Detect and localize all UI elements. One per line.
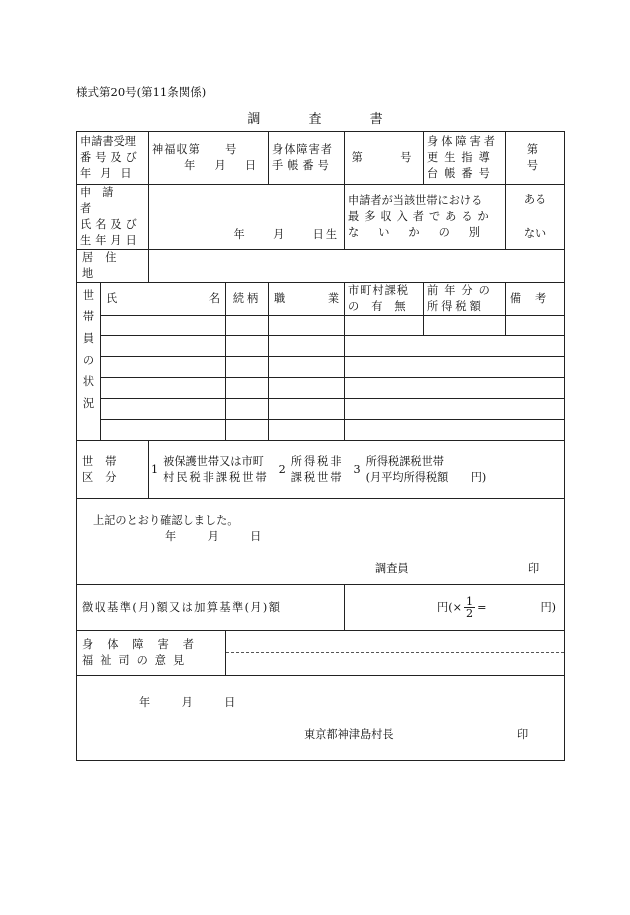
member-name-cell[interactable] bbox=[101, 336, 226, 357]
receipt-value-cell[interactable] bbox=[149, 132, 269, 185]
cert-label-cell bbox=[269, 132, 345, 185]
header-name-left: 氏 bbox=[106, 292, 118, 305]
option-2-line2: 課税世帯 bbox=[290, 470, 344, 484]
member-name-cell[interactable] bbox=[101, 316, 226, 336]
applicant-label-line1: 申請者 bbox=[80, 186, 125, 215]
side-char: 帯 bbox=[82, 310, 95, 324]
answer-yes[interactable]: ある bbox=[523, 193, 547, 206]
member-relation-cell[interactable] bbox=[226, 399, 269, 420]
household-side-label bbox=[77, 283, 101, 441]
footer-date: 年 月 日 bbox=[139, 696, 239, 709]
max-income-answer-cell[interactable] bbox=[506, 185, 565, 250]
member-name-cell[interactable] bbox=[101, 399, 226, 420]
option-3-number: 3 bbox=[353, 462, 361, 476]
answer-no[interactable]: ない bbox=[523, 227, 547, 240]
side-char: 状 bbox=[82, 375, 95, 389]
member-remarks-cell[interactable] bbox=[345, 399, 565, 420]
question-line2: 最多収入者であるか bbox=[348, 210, 494, 223]
member-job-cell[interactable] bbox=[269, 316, 345, 336]
max-income-question-cell bbox=[345, 185, 506, 250]
classification-option-1[interactable] bbox=[151, 454, 269, 486]
header-note: 備考 bbox=[506, 283, 565, 316]
member-relation-cell[interactable] bbox=[226, 357, 269, 378]
option-3-line2: (月平均所得税額 円) bbox=[365, 470, 487, 484]
member-tax-cell[interactable] bbox=[345, 316, 424, 336]
header-name-right: 名 bbox=[208, 292, 221, 305]
standard-prefix: 円(× bbox=[437, 600, 462, 614]
confirmation-date: 年 月 日 bbox=[165, 530, 265, 543]
member-remarks-cell[interactable] bbox=[345, 357, 565, 378]
cert-label-line1: 身体障害者 bbox=[272, 143, 333, 156]
standard-amount-value-cell[interactable] bbox=[345, 585, 565, 631]
member-remarks-cell[interactable] bbox=[345, 420, 565, 441]
receipt-label-line3: 年月日 bbox=[80, 167, 141, 180]
fraction-denominator: 2 bbox=[465, 607, 474, 620]
member-note-cell[interactable] bbox=[506, 316, 565, 336]
member-remarks-cell[interactable] bbox=[345, 378, 565, 399]
mayor-name: 東京都神津島村長 bbox=[304, 728, 394, 741]
classification-options-cell bbox=[149, 441, 565, 499]
applicant-label-cell bbox=[77, 185, 149, 250]
member-remarks-cell[interactable] bbox=[345, 336, 565, 357]
investigator-label: 調査員 bbox=[375, 562, 409, 575]
side-char: 況 bbox=[82, 397, 95, 411]
header-name bbox=[101, 283, 226, 316]
question-line3: ないかの別 bbox=[348, 226, 499, 239]
household-row bbox=[77, 420, 565, 441]
member-name-cell[interactable] bbox=[101, 378, 226, 399]
applicant-dob-text: 年 月 日生 bbox=[233, 228, 340, 241]
signature-cell bbox=[77, 676, 565, 761]
household-row bbox=[77, 336, 565, 357]
question-line1: 申請者が当該世帯における bbox=[348, 194, 483, 207]
confirmation-text: 上記のとおり確認しました。 bbox=[93, 514, 239, 527]
fraction-numerator: 1 bbox=[465, 595, 474, 608]
classification-label-line1: 世帯 bbox=[82, 454, 129, 468]
household-row bbox=[77, 316, 565, 336]
applicant-name-dob-field[interactable] bbox=[149, 185, 345, 250]
investigation-form-table bbox=[76, 131, 576, 761]
address-label: 居住地 bbox=[82, 251, 129, 280]
option-2-line1: 所得税非 bbox=[290, 454, 344, 468]
member-job-cell[interactable] bbox=[269, 336, 345, 357]
header-relation: 続柄 bbox=[226, 283, 269, 316]
header-job-left: 職 bbox=[274, 292, 286, 305]
header-income-line2: 所得税額 bbox=[427, 300, 484, 313]
standard-equals: = bbox=[477, 600, 487, 614]
standard-amount-label: 徴収基準(月)額又は加算基準(月)額 bbox=[82, 600, 282, 614]
guidance-label-cell bbox=[424, 132, 506, 185]
form-number: 様式第20号(第11条関係) bbox=[76, 85, 207, 99]
confirmation-cell bbox=[77, 499, 565, 585]
guidance-label-line2: 更生指導 bbox=[427, 151, 496, 164]
member-income-cell[interactable] bbox=[424, 316, 506, 336]
option-2-number: 2 bbox=[278, 462, 286, 476]
classification-option-3[interactable] bbox=[354, 454, 487, 486]
header-tax-line1: 市町村課税 bbox=[348, 284, 409, 297]
member-job-cell[interactable] bbox=[269, 399, 345, 420]
header-income bbox=[424, 283, 506, 316]
header-tax-line2: の有無 bbox=[348, 300, 418, 313]
member-name-cell[interactable] bbox=[101, 357, 226, 378]
receipt-date-field: 年 月 日 bbox=[184, 159, 261, 172]
receipt-number-field: 神福収第 号 bbox=[152, 143, 238, 156]
option-1-line2: 村民税非課税世帯 bbox=[163, 470, 269, 484]
option-1-number: 1 bbox=[151, 462, 159, 476]
address-label-cell bbox=[77, 250, 149, 283]
applicant-label-line3: 生年月日 bbox=[80, 234, 141, 247]
standard-amount-label-cell bbox=[77, 585, 345, 631]
side-char: 員 bbox=[82, 332, 95, 346]
member-job-cell[interactable] bbox=[269, 420, 345, 441]
header-job-right: 業 bbox=[327, 292, 340, 305]
member-relation-cell[interactable] bbox=[226, 336, 269, 357]
member-relation-cell[interactable] bbox=[226, 420, 269, 441]
investigator-seal[interactable]: 印 bbox=[528, 562, 540, 575]
cert-label-line2: 手帳番号 bbox=[272, 159, 333, 172]
opinion-label-cell bbox=[77, 631, 226, 676]
member-relation-cell[interactable] bbox=[226, 316, 269, 336]
member-name-cell[interactable] bbox=[101, 420, 226, 441]
option-1-line1: 被保護世帯又は市町 bbox=[163, 454, 264, 468]
member-relation-cell[interactable] bbox=[226, 378, 269, 399]
header-income-line1: 前年分の bbox=[427, 284, 496, 297]
option-3-line1: 所得税課税世帯 bbox=[365, 454, 444, 468]
side-char: の bbox=[82, 353, 95, 367]
member-job-cell[interactable] bbox=[269, 378, 345, 399]
classification-label-line2: 区分 bbox=[82, 470, 129, 484]
classification-option-2[interactable] bbox=[279, 454, 344, 486]
member-job-cell[interactable] bbox=[269, 357, 345, 378]
side-char: 世 bbox=[82, 288, 95, 302]
opinion-label-line1: 身体障害者 bbox=[82, 638, 208, 651]
opinion-label-line2: 福祉司の意見 bbox=[82, 654, 192, 667]
opinion-field[interactable] bbox=[226, 631, 565, 676]
receipt-label-line2: 番号及び bbox=[80, 151, 141, 164]
receipt-label-line1: 申請書受理 bbox=[80, 135, 136, 148]
one-half-fraction bbox=[464, 596, 475, 619]
mayor-seal[interactable]: 印 bbox=[517, 728, 529, 741]
guidance-label-line3: 台帳番号 bbox=[427, 167, 496, 180]
household-row bbox=[77, 357, 565, 378]
receipt-label-cell bbox=[77, 132, 149, 185]
classification-label-cell bbox=[77, 441, 149, 499]
applicant-label-line2: 氏名及び bbox=[80, 218, 141, 231]
header-job bbox=[269, 283, 345, 316]
document-title: 調 査 書 bbox=[247, 112, 405, 127]
guidance-number-field[interactable]: 第 号 bbox=[506, 132, 565, 185]
cert-number-field[interactable]: 第 号 bbox=[345, 132, 424, 185]
household-row bbox=[77, 399, 565, 420]
address-field[interactable] bbox=[149, 250, 565, 283]
guidance-label-line1: 身体障害者 bbox=[427, 135, 498, 148]
header-tax bbox=[345, 283, 424, 316]
standard-end: 円) bbox=[540, 600, 557, 614]
household-row bbox=[77, 378, 565, 399]
